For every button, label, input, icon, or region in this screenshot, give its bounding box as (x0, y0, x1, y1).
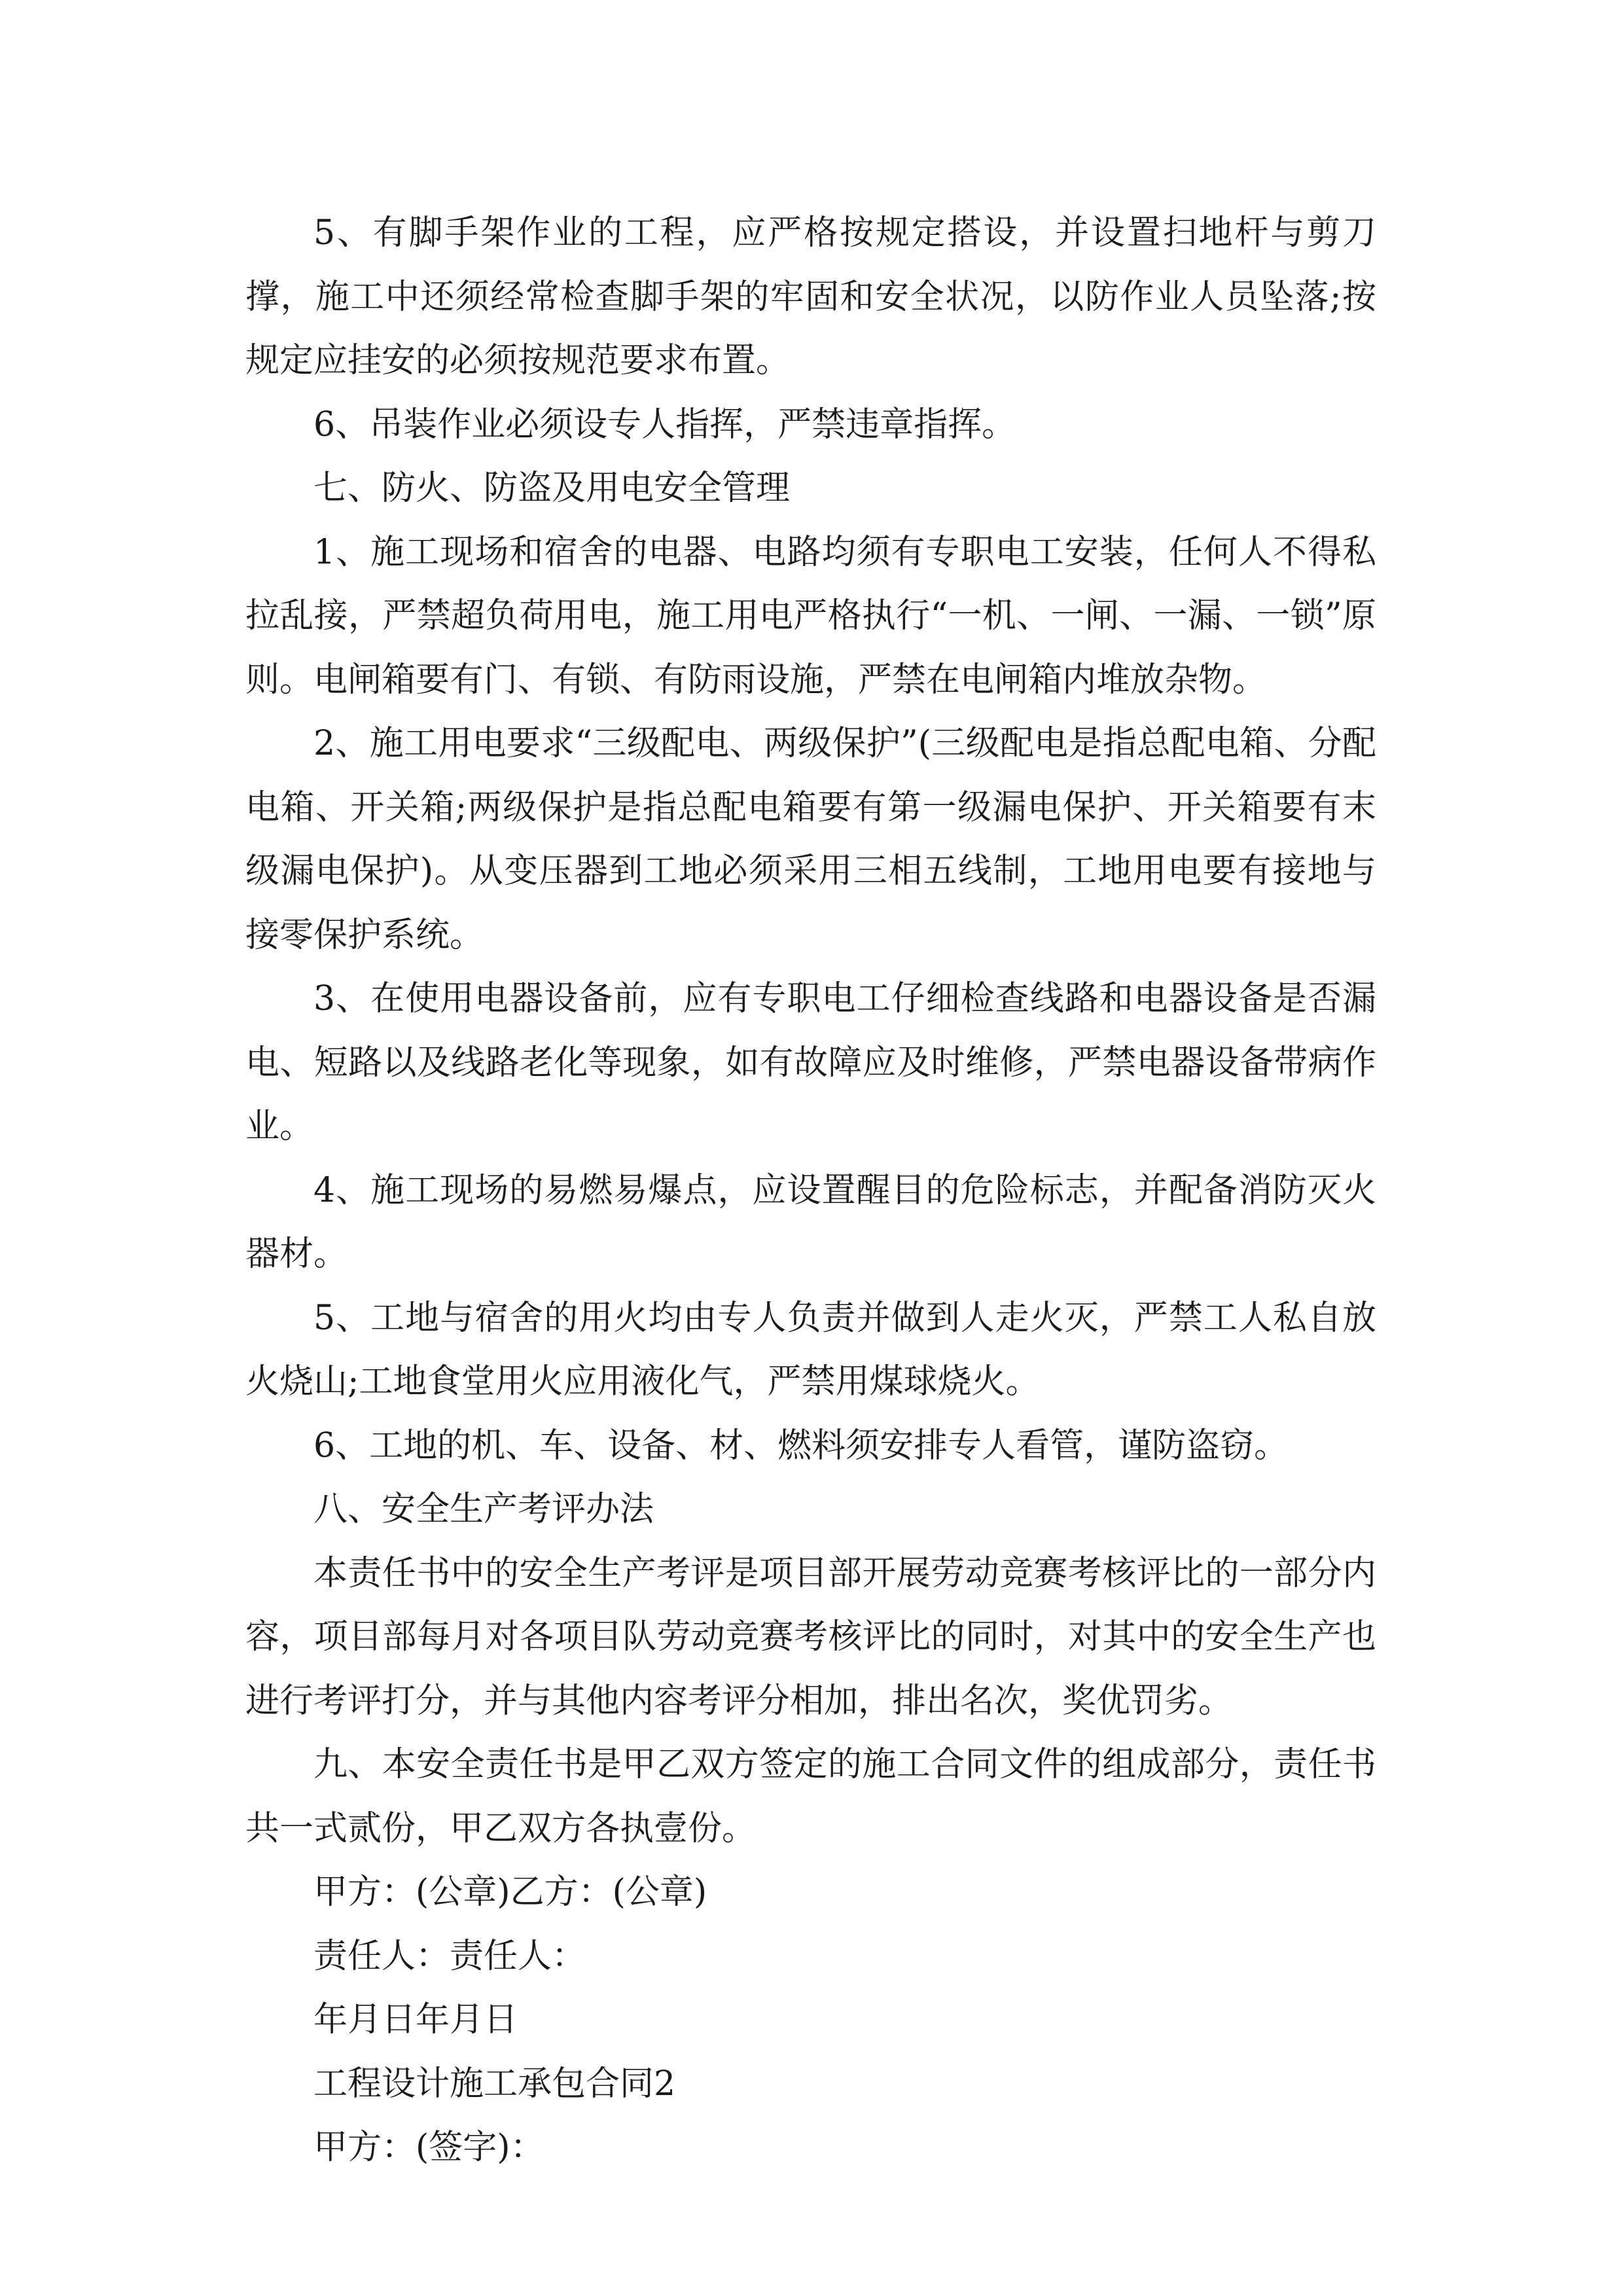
paragraph-equipment-inspection: 3、在使用电器设备前，应有专职电工仔细检查线路和电器设备是否漏电、短路以及线路老化等现象，如有故障应及时维修，严禁电器设备带病作业。 (245, 979, 1376, 1146)
section-heading-fire-theft-electricity: 七、防火、防盗及用电安全管理 (313, 469, 791, 508)
paragraph-scaffolding-rule: 5、有脚手架作业的工程，应严格按规定搭设，并设置扫地杆与剪刀撑，施工中还须经常检查脚手架的牢固和安全状况，以防作业人员坠落;按规定应挂安的必须按规范要求布置。 (245, 213, 1376, 380)
section-heading-evaluation: 八、安全生产考评办法 (313, 1490, 654, 1529)
paragraph-document-copies: 九、本安全责任书是甲乙双方签定的施工合同文件的组成部分，责任书共一式贰份，甲乙双方各执壹份。 (245, 1745, 1376, 1848)
signature-responsible-persons: 责任人：责任人： (313, 1936, 586, 1976)
paragraph-theft-prevention: 6、工地的机、车、设备、材、燃料须安排专人看管，谨防盗窃。 (313, 1426, 1289, 1465)
signature-parties-seal: 甲方：(公章)乙方：(公章) (313, 1873, 707, 1912)
paragraph-power-distribution: 2、施工用电要求“三级配电、两级保护”(三级配电是指总配电箱、分配电箱、开关箱;两级保护是指总配电箱要有第一级漏电保护、开关箱要有末级漏电保护)。从变压器到工地必须采用三相五线制，工地用电要有接地与接零保护系统。 (245, 724, 1376, 955)
paragraph-fire-use: 5、工地与宿舍的用火均由专人负责并做到人走火灭，严禁工人私自放火烧山;工地食堂用火应用液化气，严禁用煤球烧火。 (245, 1298, 1376, 1401)
paragraph-lifting-rule: 6、吊装作业必须设专人指挥，严禁违章指挥。 (313, 404, 1016, 444)
document-page (245, 202, 1376, 2180)
contract-title: 工程设计施工承包合同2 (313, 2064, 676, 2104)
signature-party-a: 甲方：(签字)： (313, 2128, 544, 2167)
signature-dates: 年月日年月日 (313, 2000, 518, 2039)
paragraph-evaluation-method: 本责任书中的安全生产考评是项目部开展劳动竞赛考核评比的一部分内容，项目部每月对各项目队劳动竞赛考核评比的同时，对其中的安全生产也进行考评打分，并与其他内容考评分相加，排出名次，奖优罚劣。 (245, 1553, 1376, 1721)
paragraph-flammable-points: 4、施工现场的易燃易爆点，应设置醒目的危险标志，并配备消防灭火器材。 (245, 1170, 1376, 1274)
paragraph-electrical-installation: 1、施工现场和宿舍的电器、电路均须有专职电工安装，任何人不得私拉乱接，严禁超负荷用电，施工用电严格执行“一机、一闸、一漏、一锁”原则。电闸箱要有门、有锁、有防雨设施，严禁在电闸箱内堆放杂物。 (245, 532, 1376, 700)
